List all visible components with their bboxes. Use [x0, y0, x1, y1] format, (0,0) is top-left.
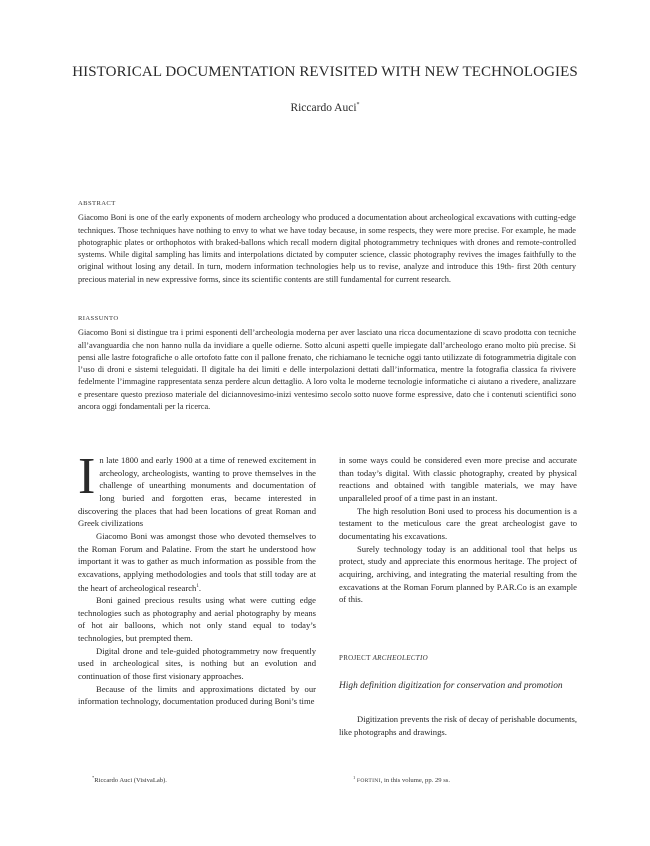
body-column-right-tail	[339, 713, 577, 738]
author-name: Riccardo Auci	[290, 102, 357, 114]
section-label: PROJECT	[339, 654, 371, 662]
riassunto-text: Giacomo Boni si distingue tra i primi esponenti dell’archeologia moderna per aver lasciato una ricca documentazione di scavo prodotta con tecniche all’avanguardia che non hanno nulla da invidiare a quelle odierne. Sotto alcuni aspetti quelle impiegate dall’archeologo erano molto più precise. Si pensi alle lastre fotografiche o alle ortofoto fatte con il pallone frenato, che richiamano le tecniche oggi tanto utilizzate di fotogrammetria digitale con l’uso di droni e sistemi teleguidati. Il digitale ha dei limiti e delle interpolazioni dettati dall’informatica, mentre la fotografia classica fa rivivere fedelmente l’immagine rappresentata senza perdere alcun dettaglio. A loro volta le moderne tecnologie informatiche ci aiutano a rivedere, analizzare e presentare questo prezioso materiale del diciannovesimo-inizi ventesimo secolo sotto nuove forme espressive, dato che i contenuti scientifici sono ancora oggi fondamentali per la ricerca.	[78, 328, 576, 412]
riassunto-heading: RIASSUNTO	[78, 315, 119, 322]
footnote-author: *Riccardo Auci (VisivaLab).	[92, 775, 167, 785]
footnote-1: $^1$ FORTINI, in this volume, pp. 29 ss.	[353, 775, 450, 785]
body-paragraph: in some ways could be considered even more precise and accurate than today’s digital. With classic photography, created by physical reactions and obtained with tangible materials, we may have unparalleled proof of a time past in an instant.	[339, 455, 577, 503]
body-column-right	[339, 454, 577, 606]
paper-title: HISTORICAL DOCUMENTATION REVISITED WITH NEW TECHNOLOGIES	[72, 64, 578, 80]
author-note-mark: *	[356, 102, 360, 109]
body-paragraph: Digitization prevents the risk of decay of perishable documents, like photographs and drawings.	[339, 714, 577, 737]
footnote-ref: 1	[196, 583, 199, 589]
body-paragraph: The high resolution Boni used to process his documention is a testament to the meticulous care the great archeologist gave to documentating his excavations.	[339, 505, 577, 541]
abstract-section	[78, 198, 576, 286]
riassunto-section	[78, 313, 576, 413]
footnote-mark: *	[92, 775, 95, 780]
body-paragraph: Surely technology today is an additional tool that helps us protect, study and appreciate this enormous heritage. The project of acquiring, archiving, and integrating the material resulting from the excavations at the Roman Forum planned by P.AR.Co is an example of this.	[339, 543, 577, 605]
drop-cap: I	[78, 448, 96, 505]
subsection-heading: High definition digitization for conservation and promotion	[339, 681, 563, 691]
body-paragraph: Digital drone and tele-guided photogrammetry now frequently used in archeological sites, is nothing but an evolution and continuation of those first visionary approaches.	[78, 645, 316, 682]
author-line	[60, 102, 590, 114]
section-name: ARCHEOLECTIO	[372, 654, 428, 662]
abstract-heading: ABSTRACT	[78, 200, 116, 207]
body-paragraph: In late 1800 and early 1900 at a time of renewed excitement in archeology, archeologists, wanting to prove themselves in the challenge of unearthing monuments and documentation of long buried and forgotten eras, became interested in discovering the places that had been locations of great Roman and Greek civilizations	[78, 448, 316, 529]
body-paragraph: Giacomo Boni was amongst those who devoted themselves to the Roman Forum and Palatine. From the start he understood how important it was to gather as much information as possible from the excavations, applying methodologies and tools that still today are at the heart of archeological research$^1$.	[78, 530, 316, 593]
body-paragraph: Because of the limits and approximations dictated by our information technology, documentation produced during Boni’s time	[78, 683, 316, 707]
footnote-mark: 1	[353, 775, 356, 780]
section-heading	[339, 654, 428, 662]
body-column-left	[78, 448, 316, 708]
body-paragraph: Boni gained precious results using what were cutting edge technologies such as photography and aerial photography by means of hot air balloons, which not only stand equal to today’s technologies, but prempted them.	[78, 595, 316, 644]
abstract-text: Giacomo Boni is one of the early exponents of modern archeology who produced a documentation about archeological excavations with cutting-edge techniques. Those techniques have nothing to envy to what we have today because, in some respects, they were more precise. For example, he made photographic plates or orthophotos with braked-ballons which recall modern digital photogrammetry techniques with drones and remote-controlled systems. While digital sampling has limits and interpolations dictated by computer science, classic photography revives the images faithfully to the original without losing any detail. In turn, modern information technologies help us to revise, analyze and introduce this 19th- first 20th century precious material in new expressive forms, since its scientific contents are still fundamental for current research.	[78, 213, 576, 284]
footnote-cited-author: FORTINI	[356, 778, 381, 785]
